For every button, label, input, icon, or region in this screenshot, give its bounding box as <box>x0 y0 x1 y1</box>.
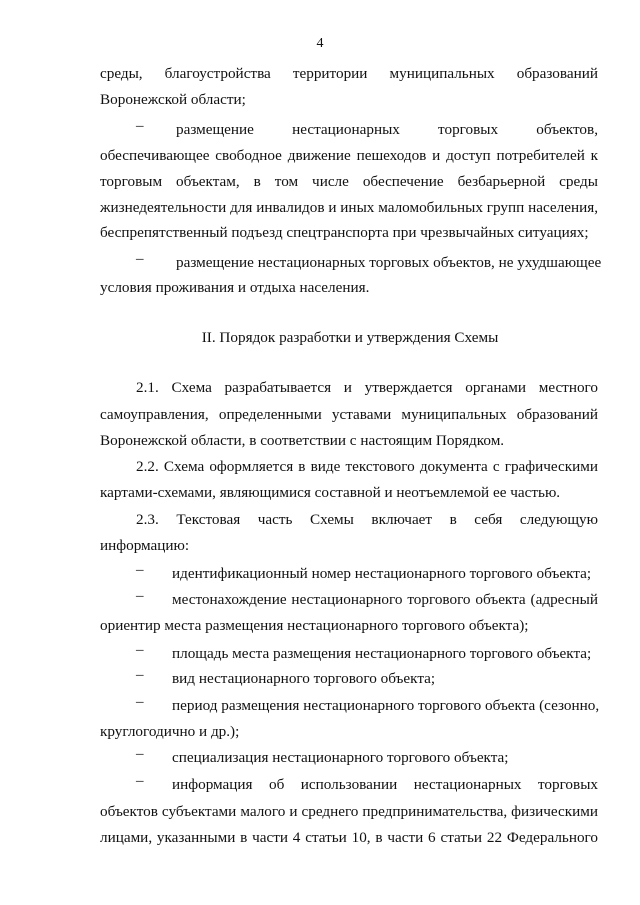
list-dash: – <box>136 694 144 710</box>
text-line: условия проживания и отдыха населения. <box>100 279 370 296</box>
list-dash: – <box>136 251 144 267</box>
list-item-cont: лицами, указанными в части 4 статьи 10, в части 6 статьи 22 Федерального <box>100 829 598 846</box>
text-line: самоуправления, определенными уставами муниципальных образований <box>100 406 598 423</box>
list-item: местонахождение нестационарного торгового объекта (адресный <box>172 591 598 608</box>
text-line: торговым объектам, в том числе обеспечение безбарьерной среды <box>100 173 598 190</box>
page-number: 4 <box>316 36 324 51</box>
text-line: информацию: <box>100 537 190 554</box>
list-dash: – <box>136 118 144 134</box>
list-item: период размещения нестационарного торгового объекта (сезонно, <box>172 697 600 714</box>
list-dash: – <box>136 746 144 762</box>
text-line: жизнедеятельности для инвалидов и иных маломобильных групп населения, <box>100 199 598 216</box>
list-dash: – <box>136 562 144 578</box>
text-line: Воронежской области; <box>100 91 246 108</box>
text-line: 2.2. Схема оформляется в виде текстового документа с графическими <box>136 458 598 475</box>
list-item-cont: круглогодично и др.); <box>100 723 240 740</box>
text-line: обеспечивающее свободное движение пешеходов и доступ потребителей к <box>100 147 598 164</box>
section-heading: II. Порядок разработки и утверждения Схемы <box>201 329 499 346</box>
list-item-cont: ориентир места размещения нестационарного торгового объекта); <box>100 617 529 634</box>
list-item: специализация нестационарного торгового объекта; <box>172 749 509 766</box>
list-item-cont: объектов субъектами малого и среднего предпринимательства, физическими <box>100 803 598 820</box>
text-line: размещение нестационарных торговых объектов, не ухудшающее <box>176 254 602 271</box>
list-item: вид нестационарного торгового объекта; <box>172 670 436 687</box>
list-item: площадь места размещения нестационарного торгового объекта; <box>172 645 592 662</box>
list-item: идентификационный номер нестационарного торгового объекта; <box>172 565 592 582</box>
text-line: 2.1. Схема разрабатывается и утверждается органами местного <box>136 379 598 396</box>
list-dash: – <box>136 588 144 604</box>
text-line: 2.3. Текстовая часть Схемы включает в себя следующую <box>136 511 598 528</box>
text-line: размещение нестационарных торговых объектов, <box>176 121 598 138</box>
text-line: Воронежской области, в соответствии с настоящим Порядком. <box>100 432 505 449</box>
text-line: среды, благоустройства территории муниципальных образований <box>100 65 598 82</box>
list-dash: – <box>136 642 144 658</box>
text-line: картами-схемами, являющимися составной и неотъемлемой ее частью. <box>100 484 561 501</box>
list-item: информация об использовании нестационарных торговых <box>172 776 598 793</box>
list-dash: – <box>136 667 144 683</box>
list-dash: – <box>136 773 144 789</box>
text-line: беспрепятственный подъезд спецтранспорта при чрезвычайных ситуациях; <box>100 224 589 241</box>
